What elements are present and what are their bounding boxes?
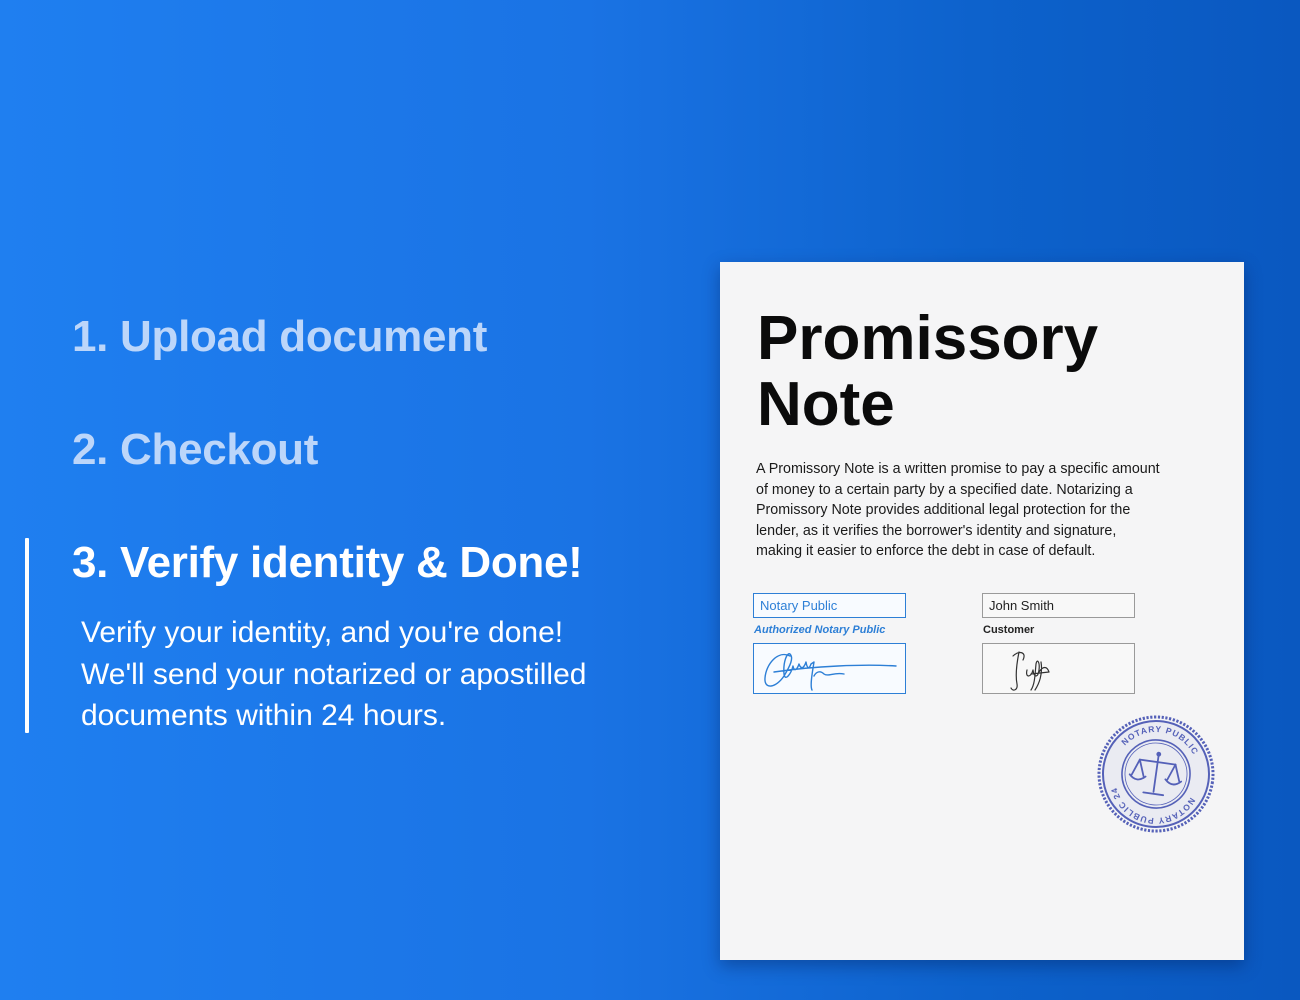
document-title-line: Promissory: [757, 304, 1099, 373]
document-title-line: Note: [757, 370, 895, 439]
document-body-line: lender, as it verifies the borrower's identity and signature,: [756, 522, 1117, 539]
scales-of-justice-icon: [1086, 704, 1226, 844]
document-preview: [720, 262, 1244, 960]
active-step-description: [81, 612, 681, 737]
document-body-line: Promissory Note provides additional legal protection for the: [756, 502, 1131, 518]
step-checkout[interactable]: 2. Checkout: [72, 425, 319, 474]
document-body: [756, 459, 1206, 562]
step-verify-identity[interactable]: 3. Verify identity & Done!: [72, 538, 583, 587]
active-step-indicator: [25, 538, 29, 733]
customer-signature-icon: [983, 644, 1136, 695]
document-body-line: of money to a certain party by a specified date. Notarizing a: [756, 481, 1133, 498]
description-line: We'll send your notarized or apostilled: [81, 657, 587, 691]
notary-signature-icon: [754, 644, 907, 695]
notary-name-field: Notary Public: [753, 593, 906, 618]
document-body-line: making it easier to enforce the debt in case of default.: [756, 543, 1096, 559]
notary-seal: [1086, 704, 1226, 844]
document-title: [757, 306, 1098, 438]
description-line: documents within 24 hours.: [81, 699, 447, 732]
customer-name-field: John Smith: [982, 593, 1135, 618]
description-line: Verify your identity, and you're done!: [81, 616, 564, 649]
notary-field-label: Authorized Notary Public: [754, 624, 886, 636]
customer-signature-box: [982, 643, 1135, 694]
seal-top-text: NOTARY PUBLIC: [1119, 723, 1201, 757]
notary-signature-box: [753, 643, 906, 694]
customer-field-label: Customer: [983, 624, 1035, 636]
step-upload-document[interactable]: 1. Upload document: [72, 312, 488, 361]
seal-bottom-text: NOTARY PUBLIC 24: [1108, 786, 1198, 827]
document-body-line: A Promissory Note is a written promise to pay a specific amount: [756, 461, 1160, 477]
